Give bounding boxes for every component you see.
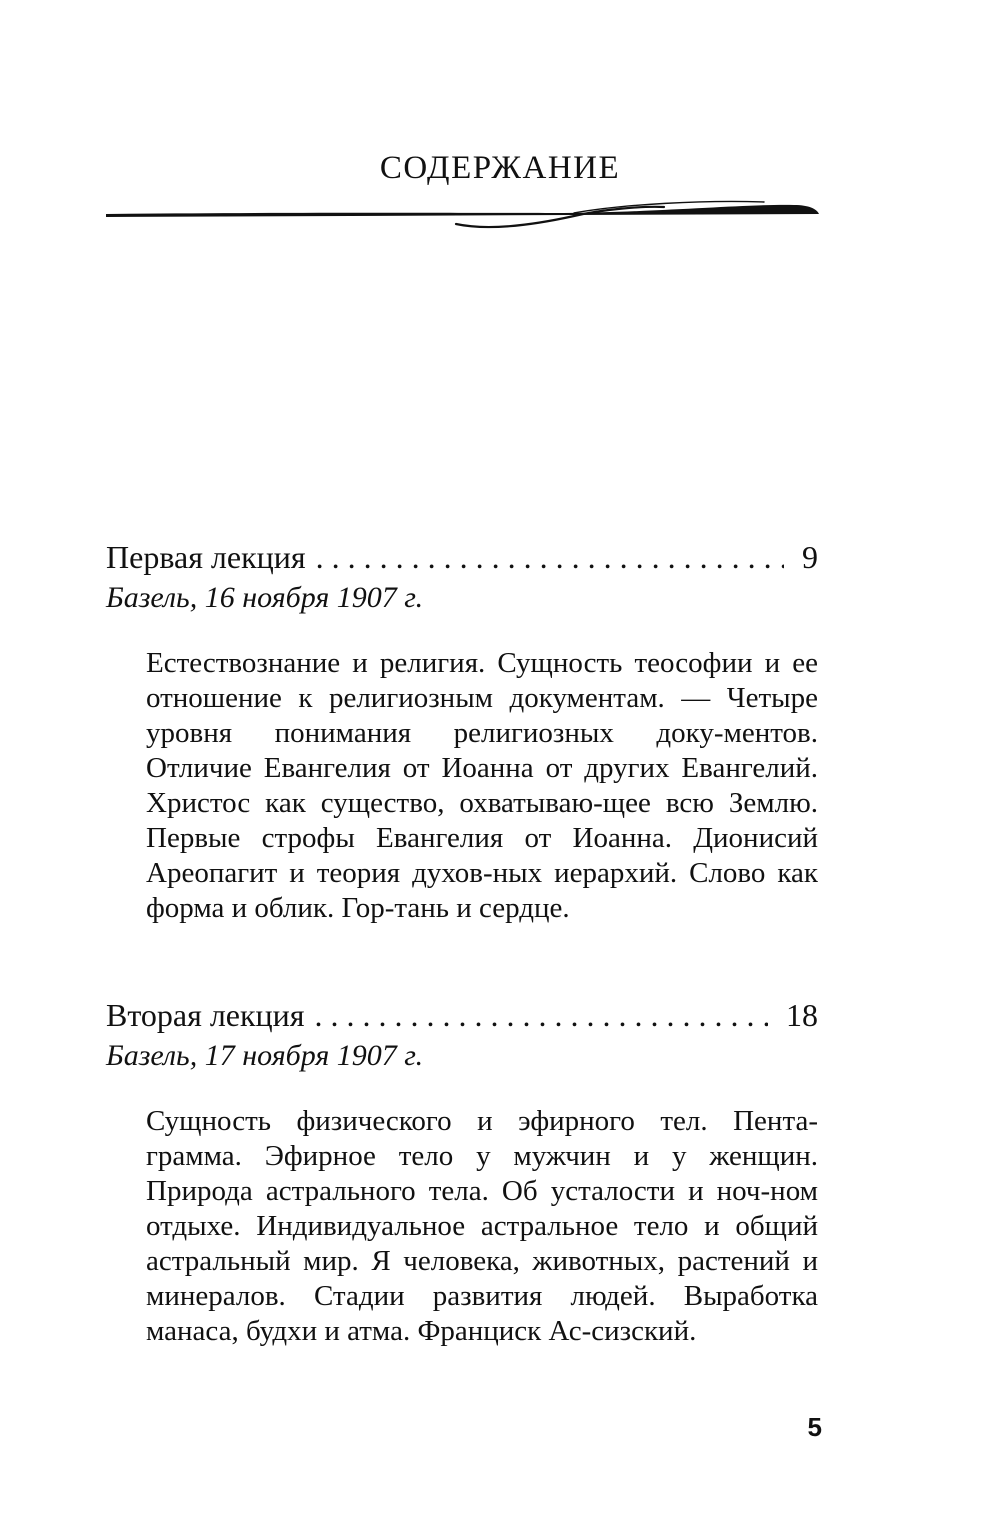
entry-place-date: Базель, 17 ноября 1907 г.	[106, 1039, 424, 1072]
toc-entry	[106, 994, 818, 1349]
toc-line[interactable]	[106, 536, 818, 578]
entry-place-date: Базель, 16 ноября 1907 г.	[106, 581, 424, 614]
entry-title: Вторая лекция	[106, 997, 305, 1033]
entry-summary: Естествознание и религия. Сущность теософии и ее отношение к религиозным документам. — Четыре уровня понимания религиозных доку-ментов. Отличие Евангелия от Иоанна от других Евангелий. Христос как существо, охватываю-щее всю Землю. Первые строфы Евангелия от Иоанна. Дионисий Ареопагит и теория духов-ных иерархий. Слово как форма и облик. Гор-тань и сердце.	[146, 647, 818, 924]
toc-line[interactable]	[106, 994, 818, 1036]
entry-page-number: 18	[786, 997, 818, 1033]
dot-leader	[315, 994, 768, 1036]
toc-entry	[106, 536, 818, 926]
swash-ornament	[104, 196, 820, 240]
swash-main-stroke	[106, 205, 819, 217]
entry-title: Первая лекция	[106, 539, 306, 575]
page-number: 5	[807, 1412, 822, 1442]
dot-leader	[316, 536, 784, 578]
entry-page-number: 9	[802, 539, 818, 575]
page-title: СОДЕРЖАНИЕ	[379, 150, 621, 186]
entry-summary: Сущность физического и эфирного тел. Пента-грамма. Эфирное тело у мужчин и у женщин. Природа астрального тела. Об усталости и ноч-ном отдыхе. Индивидуальное астральное тело и общий астральный мир. Я человека, животных, растений и минералов. Стадии развития людей. Выработка манаса, будхи и атма. Франциск Ас-сизский.	[146, 1105, 818, 1347]
swash-lower-curl	[456, 207, 664, 227]
